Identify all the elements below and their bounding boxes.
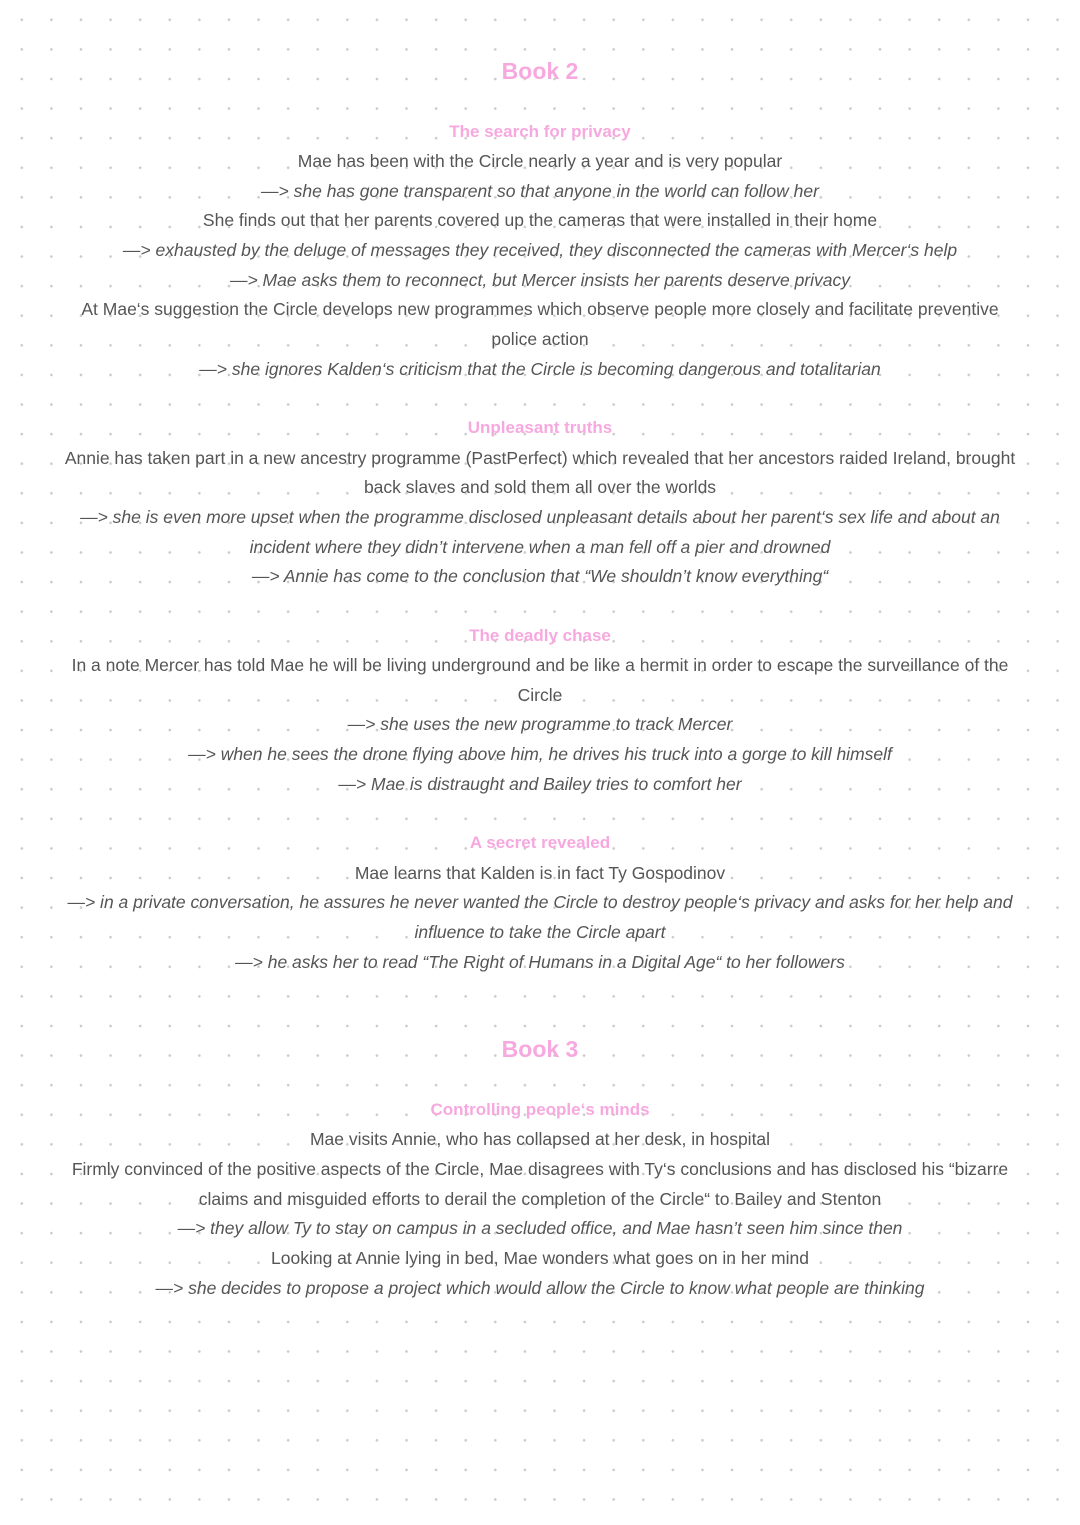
book-3-title: Book 3 <box>501 1036 579 1062</box>
text-line: Circle <box>517 685 563 705</box>
book-2-title: Book 2 <box>501 58 579 84</box>
text-line: In a note Mercer has told Mae he will be living underground and be like a hermit in order to escape the surveillance of the <box>71 655 1009 675</box>
text-line: back slaves and sold them all over the worlds <box>363 477 717 497</box>
text-line: —> she has gone transparent so that anyone in the world can follow her <box>261 181 819 201</box>
text-line: Mae visits Annie, who has collapsed at her desk, in hospital <box>309 1129 771 1149</box>
text-line: —> she ignores Kalden‘s criticism that the Circle is becoming dangerous and totalitarian <box>199 359 881 379</box>
text-line: —> they allow Ty to stay on campus in a secluded office, and Mae hasn’t seen him since then <box>177 1218 903 1238</box>
text-line: Looking at Annie lying in bed, Mae wonders what goes on in her mind <box>271 1248 809 1268</box>
text-line: claims and misguided efforts to derail the completion of the Circle“ to Bailey and Stenton <box>198 1189 882 1209</box>
text-line: —> Mae asks them to reconnect, but Mercer insists her parents deserve privacy <box>229 270 851 290</box>
text-line: —> he asks her to read “The Right of Humans in a Digital Age“ to her followers <box>235 952 845 972</box>
section-title-unpleasant-truths: Unpleasant truths <box>467 418 613 437</box>
text-line: influence to take the Circle apart <box>414 922 666 942</box>
text-line: —> she uses the new programme to track Mercer <box>347 714 733 734</box>
text-line: She finds out that her parents covered up the cameras that were installed in their home <box>202 210 878 230</box>
section-title-secret-revealed: A secret revealed <box>469 833 611 852</box>
text-line: Firmly convinced of the positive aspects of the Circle, Mae disagrees with Ty‘s conclusions and has disclosed his “bizarre <box>71 1159 1009 1179</box>
text-line: Mae has been with the Circle nearly a year and is very popular <box>297 151 783 171</box>
text-line: —> she is even more upset when the programme disclosed unpleasant details about her parent‘s sex life and about an <box>80 507 1000 527</box>
text-line: —> she decides to propose a project which would allow the Circle to know what people are thinking <box>155 1278 925 1298</box>
text-line: —> Mae is distraught and Bailey tries to comfort her <box>338 774 742 794</box>
section-title-search-for-privacy: The search for privacy <box>449 122 631 141</box>
text-line: police action <box>491 329 589 349</box>
section-title-controlling-minds: Controlling people‘s minds <box>430 1100 650 1119</box>
text-line: Annie has taken part in a new ancestry programme (PastPerfect) which revealed that her ancestors raided Ireland, brought <box>64 448 1016 468</box>
text-line: —> Annie has come to the conclusion that “We shouldn’t know everything“ <box>251 566 829 586</box>
text-line: Mae learns that Kalden is in fact Ty Gospodinov <box>354 863 726 883</box>
text-line: —> when he sees the drone flying above him, he drives his truck into a gorge to kill himself <box>188 744 892 764</box>
text-line: —> in a private conversation, he assures he never wanted the Circle to destroy people‘s privacy and asks for her help and <box>67 892 1013 912</box>
text-line: incident where they didn’t intervene when a man fell off a pier and drowned <box>249 537 831 557</box>
text-line: At Mae‘s suggestion the Circle develops new programmes which observe people more closely and facilitate preventive <box>81 299 999 319</box>
text-line: —> exhausted by the deluge of messages they received, they disconnected the cameras with Mercer‘s help <box>122 240 958 260</box>
section-title-deadly-chase: The deadly chase <box>469 626 611 645</box>
